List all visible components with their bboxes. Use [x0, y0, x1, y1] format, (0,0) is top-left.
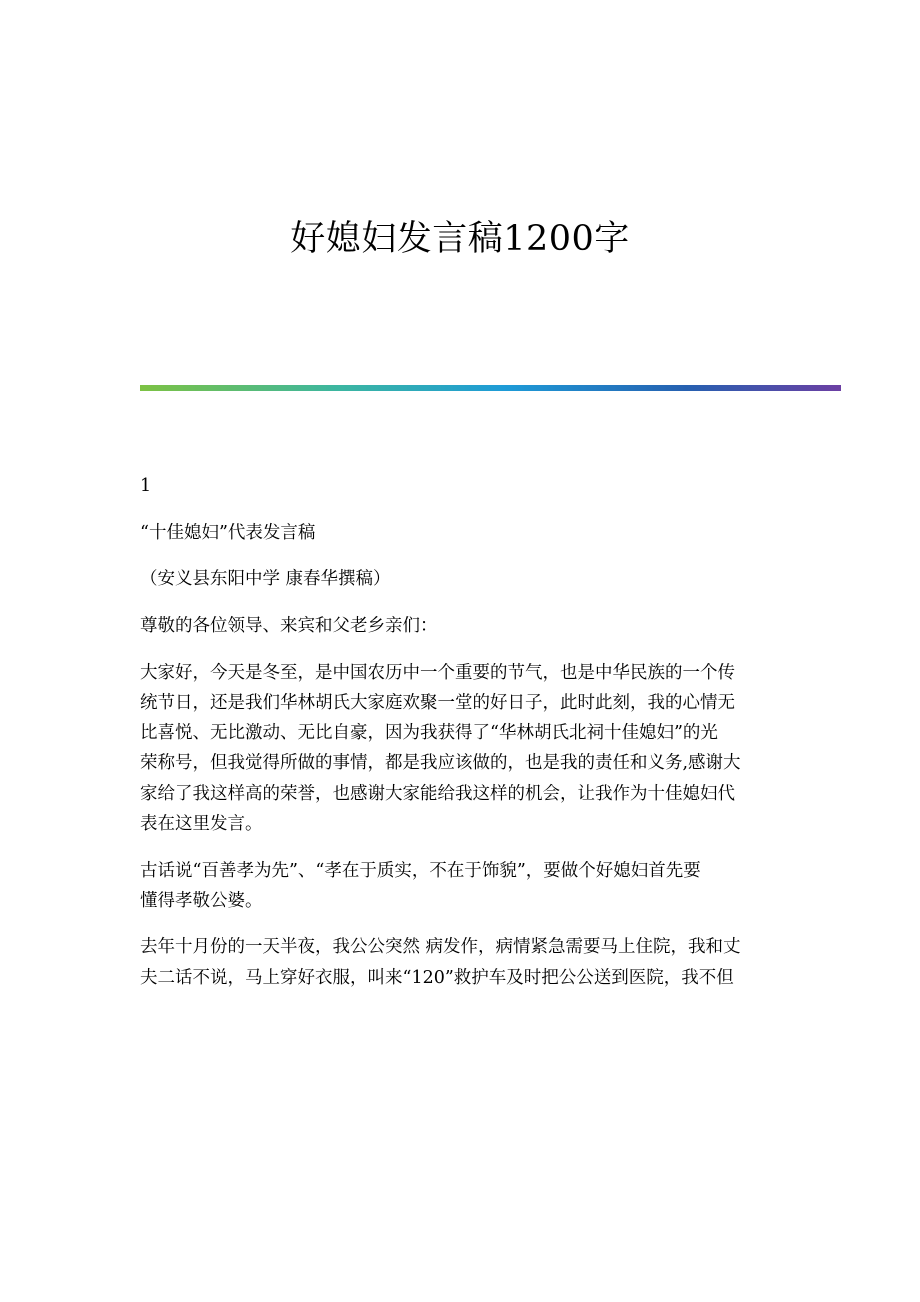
gradient-divider [140, 385, 841, 391]
text-line: 比喜悦、无比激动、无比自豪，因为我获得了“华林胡氏北祠十佳媳妇”的光 [140, 723, 718, 744]
salutation [140, 611, 782, 641]
paragraph [140, 658, 782, 839]
paragraph-number [140, 471, 782, 501]
text-line: （安义县东阳中学 康春华撰稿） [140, 569, 391, 590]
text-line: 去年十月份的一天半夜，我公公突然 病发作，病情紧急需要马上住院，我和丈 [140, 937, 741, 958]
document-title: 好媳妇发言稿1200字 [290, 219, 630, 259]
text-line: 统节日，还是我们华林胡氏大家庭欢聚一堂的好日子，此时此刻，我的心情无 [140, 693, 735, 714]
text-line: 家给了我这样高的荣誉，也感谢大家能给我这样的机会，让我作为十佳媳妇代 [140, 783, 735, 804]
text-line: 古话说“百善孝为先”、“孝在于质实，不在于饰貌”，要做个好媳妇首先要 [140, 860, 701, 881]
paragraph [140, 932, 782, 992]
text-line: 荣称号，但我觉得所做的事情，都是我应该做的，也是我的责任和义务,感谢大 [140, 753, 741, 774]
text-line: 尊敬的各位领导、来宾和父老乡亲们： [140, 616, 438, 637]
text-line: 大家好，今天是冬至，是中国农历中一个重要的节气，也是中华民族的一个传 [140, 662, 735, 683]
text-line: 懂得孝敬公婆。 [140, 890, 263, 911]
paragraph [140, 856, 782, 916]
text-line: 表在这里发言。 [140, 813, 263, 834]
text-line: “十佳媳妇”代表发言稿 [140, 522, 316, 543]
speech-heading [140, 518, 782, 548]
text-line: 1 [140, 476, 152, 496]
text-line: 夫二话不说，马上穿好衣服，叫来“120”救护车及时把公公送到医院，我不但 [140, 967, 734, 988]
author-line [140, 564, 782, 594]
document-body [140, 471, 782, 1009]
